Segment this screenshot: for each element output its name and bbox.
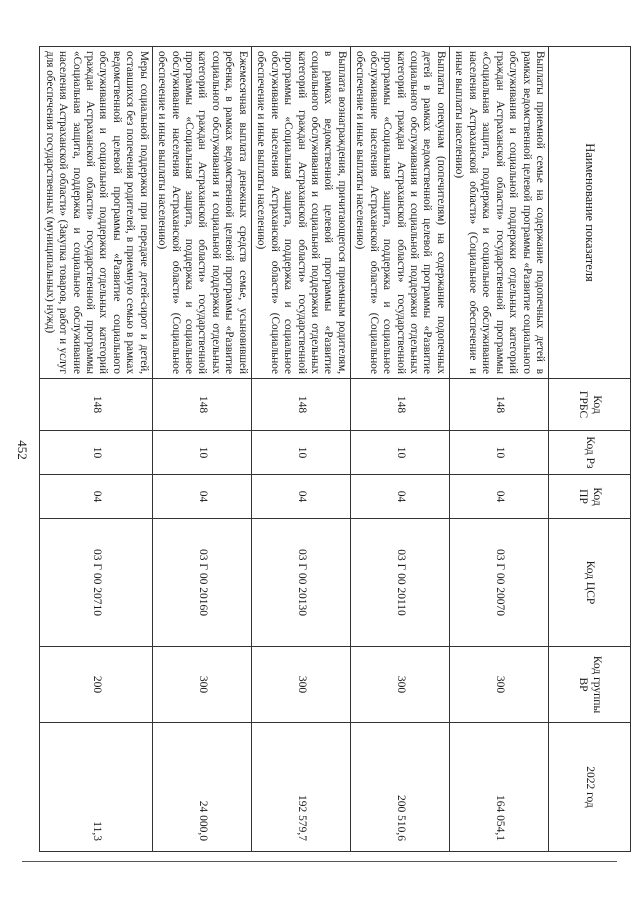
- table-row: [251, 47, 350, 852]
- header-year: 2022 год: [549, 723, 631, 852]
- row-vr: 300: [152, 647, 251, 723]
- table-row: [350, 47, 449, 852]
- row-grbs: 148: [40, 379, 153, 431]
- budget-table: [39, 46, 631, 852]
- row-year-value: 164 054,1: [449, 723, 548, 852]
- bottom-divider: [22, 861, 617, 862]
- row-pr: 04: [449, 475, 548, 519]
- header-csr: Код ЦСР: [549, 519, 631, 647]
- row-rz: 10: [251, 431, 350, 475]
- row-year-value: 192 579,7: [251, 723, 350, 852]
- table-header-row: [549, 47, 631, 852]
- table-row: [40, 47, 153, 852]
- row-rz: 10: [40, 431, 153, 475]
- row-rz: 10: [449, 431, 548, 475]
- row-year-value: 11,3: [40, 723, 153, 852]
- row-pr: 04: [350, 475, 449, 519]
- row-csr: 03 Г 00 20130: [251, 519, 350, 647]
- row-name: Выплаты опекунам (попечителям) на содержание подопечных детей в рамках ведомственной целевой программы «Развитие социального обслуживания и социальной поддержки отдельных категорий граждан Астраханской области» государственной программы «Социальная защита, поддержка и социальное обслуживание населения Астраханской области» (Социальное обеспечение и иные выплаты населению): [350, 47, 449, 379]
- row-name: Выплата вознаграждения, причитающегося приемным родителям, в рамках ведомственной целевой программы «Развитие социального обслуживания и социальной поддержки отдельных категорий граждан Астраханской области» государственной программы «Социальная защита, поддержка и социальное обслуживание населения Астраханской области» (Социальное обеспечение и иные выплаты населению): [251, 47, 350, 379]
- row-rz: 10: [152, 431, 251, 475]
- row-vr: 200: [40, 647, 153, 723]
- row-name: Ежемесячная выплата денежных средств семье, усыновившей ребенка, в рамках ведомственной целевой программы «Развитие социального обслуживания и социальной поддержки отдельных категорий граждан Астраханской области» государственной программы «Социальная защита, поддержка и социальное обслуживание населения Астраханской области» (Социальное обеспечение и иные выплаты населению): [152, 47, 251, 379]
- row-pr: 04: [251, 475, 350, 519]
- table-row: [449, 47, 548, 852]
- page-number: 452: [14, 440, 30, 460]
- row-csr: 03 Г 00 20070: [449, 519, 548, 647]
- header-name: Наименование показателя: [549, 47, 631, 379]
- row-grbs: 148: [152, 379, 251, 431]
- row-vr: 300: [350, 647, 449, 723]
- row-year-value: 200 510,6: [350, 723, 449, 852]
- row-grbs: 148: [251, 379, 350, 431]
- row-csr: 03 Г 00 20110: [350, 519, 449, 647]
- row-vr: 300: [251, 647, 350, 723]
- header-pr: Код ПР: [549, 475, 631, 519]
- header-vr: Код группы ВР: [549, 647, 631, 723]
- row-pr: 04: [152, 475, 251, 519]
- header-rz: Код Рз: [549, 431, 631, 475]
- row-name: Меры социальной поддержки при передаче детей-сирот и детей, оставшихся без попечения родителей, в приемную семью в рамках ведомственной целевой программы «Развитие социального обслуживания и социальной поддержки отдельных категорий граждан Астраханской области» государственной программы «Социальная защита, поддержка и социальное обслуживание населения Астраханской области» (Закупка товаров, работ и услуг для обеспечения государственных (муниципальных) нужд): [40, 47, 153, 379]
- row-pr: 04: [40, 475, 153, 519]
- rotated-table-area: [43, 46, 631, 851]
- row-name: Выплаты приемной семье на содержание подопечных детей в рамках ведомственной целевой программы «Развитие социального обслуживания и социальной поддержки отдельных категорий граждан Астраханской области» государственной программы «Социальная защита, поддержка и социальное обслуживание населения Астраханской области» (Социальное обеспечение и иные выплаты населению): [449, 47, 548, 379]
- row-rz: 10: [350, 431, 449, 475]
- table-row: [152, 47, 251, 852]
- row-grbs: 148: [350, 379, 449, 431]
- row-csr: 03 Г 00 20710: [40, 519, 153, 647]
- header-grbs: Код ГРБС: [549, 379, 631, 431]
- row-grbs: 148: [449, 379, 548, 431]
- row-vr: 300: [449, 647, 548, 723]
- row-csr: 03 Г 00 20160: [152, 519, 251, 647]
- row-year-value: 24 000,0: [152, 723, 251, 852]
